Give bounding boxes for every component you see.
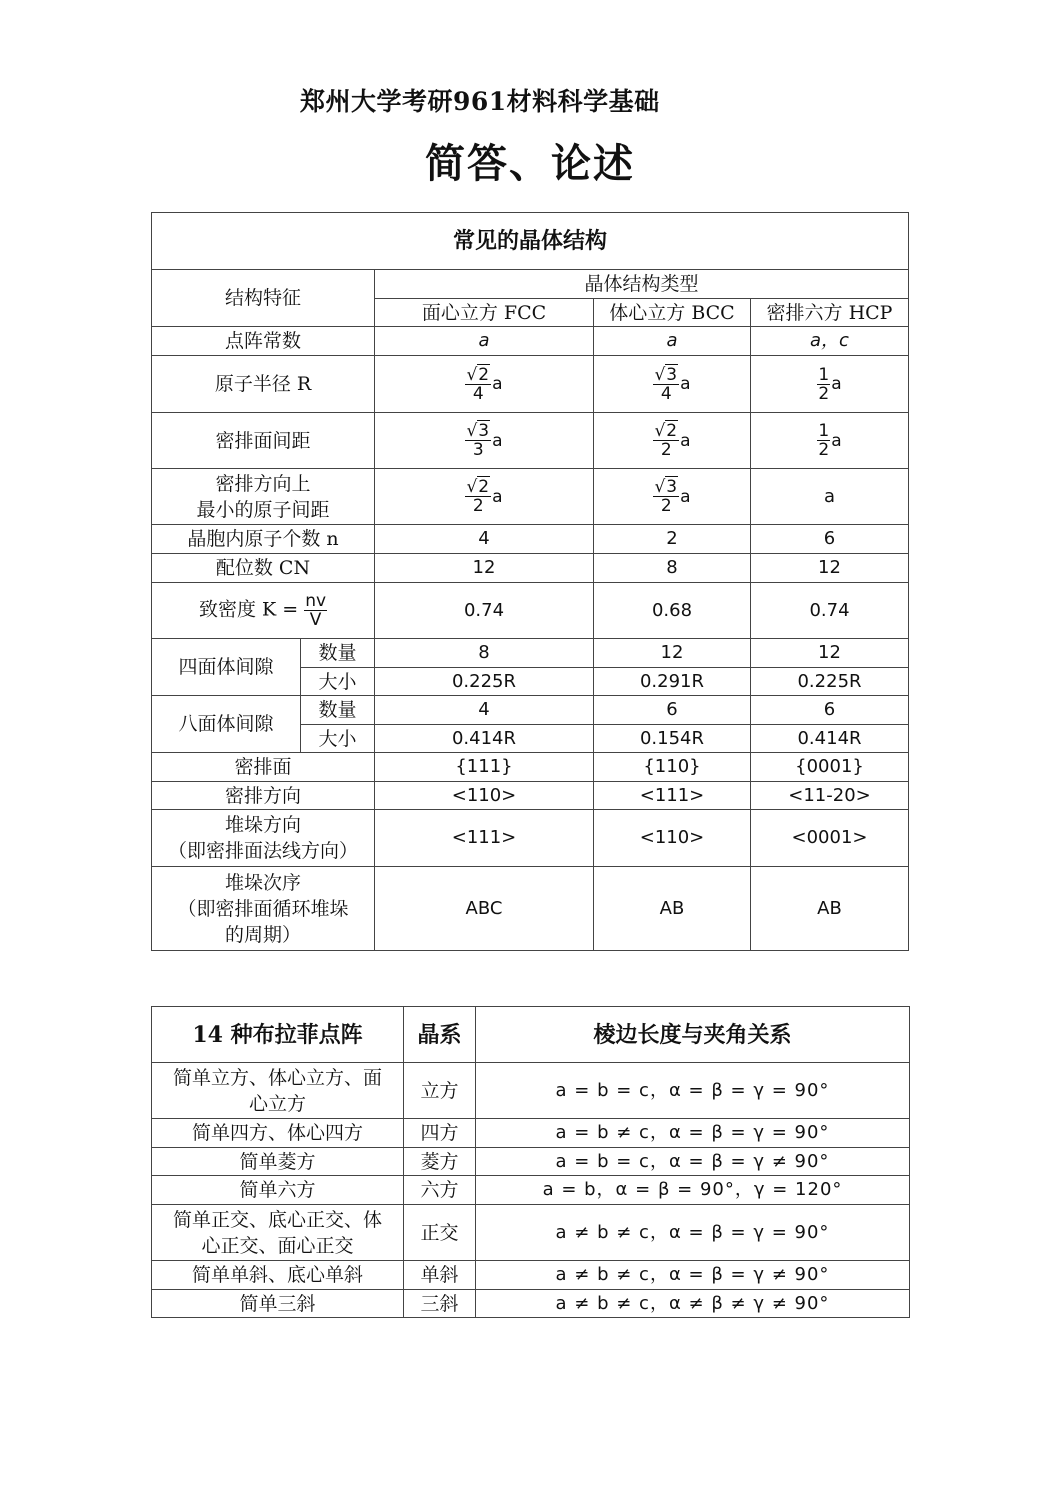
table-row xyxy=(152,1063,910,1119)
cell-value: a，c xyxy=(751,327,909,356)
row-label-line: （即密排面法线方向） xyxy=(167,840,358,862)
sub-label: 大小 xyxy=(301,725,375,753)
fraction-denominator: 3 xyxy=(472,440,484,460)
lattice-cell xyxy=(152,1063,404,1119)
system-cell: 三斜 xyxy=(404,1290,476,1318)
row-label: 原子半径 R xyxy=(152,356,375,413)
system-cell: 四方 xyxy=(404,1119,476,1148)
relation-cell: a ≠ b ≠ c，α ≠ β ≠ γ ≠ 90° xyxy=(476,1290,910,1318)
lattice-cell xyxy=(152,1205,404,1261)
fraction-numerator: nv xyxy=(305,591,327,611)
document-header: 郑州大学考研961材料科学基础 xyxy=(300,87,660,116)
fraction-denominator: 4 xyxy=(660,383,672,404)
cell-value: <110> xyxy=(594,810,751,867)
row-label: 配位数 CN xyxy=(152,554,375,583)
cell-value: <111> xyxy=(375,810,594,867)
cell-value: a xyxy=(375,327,594,356)
lattice-cell: 简单单斜、底心单斜 xyxy=(152,1261,404,1290)
cell-value: 6 xyxy=(751,696,909,725)
formula-variable: a xyxy=(680,374,691,394)
fraction-denominator: 2 xyxy=(472,496,484,516)
fraction-denominator: 2 xyxy=(660,440,672,460)
cell-value: 12 xyxy=(751,639,909,668)
cell-value: {0001} xyxy=(751,753,909,782)
cell-value: 0.414R xyxy=(751,725,909,753)
row-label: 八面体间隙 xyxy=(152,696,301,753)
sub-label: 数量 xyxy=(301,639,375,668)
cell-value: 6 xyxy=(594,696,751,725)
row-label-line: 密排方向上 xyxy=(215,472,311,495)
fraction-denominator: 2 xyxy=(818,440,830,460)
formula-variable: a xyxy=(492,430,503,451)
row-label-line: 堆垛方向 xyxy=(224,814,301,836)
crystal-structure-table xyxy=(151,212,909,951)
cell-value: 12 xyxy=(375,554,594,583)
lattice-line: 简单正交、底心正交、体 xyxy=(172,1208,382,1231)
cell-value: 0.154R xyxy=(594,725,751,753)
cell-value: 2 xyxy=(594,525,751,554)
fraction xyxy=(817,422,830,459)
fraction-denominator: 2 xyxy=(660,496,672,516)
cell-formula xyxy=(375,356,594,413)
cell-value: ABC xyxy=(375,867,594,951)
row-label: 密排方向 xyxy=(152,782,375,810)
system-header: 晶系 xyxy=(404,1007,476,1063)
cell-value: 8 xyxy=(375,639,594,668)
fraction xyxy=(304,592,327,629)
feature-header: 结构特征 xyxy=(152,270,375,327)
cell-value: 12 xyxy=(594,639,751,668)
cell-value: a xyxy=(751,469,909,525)
cell-value: AB xyxy=(594,867,751,951)
cell-value: <110> xyxy=(375,782,594,810)
sub-label: 大小 xyxy=(301,668,375,696)
fraction-numerator: 1 xyxy=(818,364,830,385)
fraction-numerator: 2 xyxy=(478,364,490,385)
fraction-numerator: 2 xyxy=(666,421,678,441)
page-title: 简答、论述 xyxy=(425,140,635,187)
type-header: 晶体结构类型 xyxy=(375,270,909,299)
cell-value: 4 xyxy=(375,525,594,554)
row-label-line: 的周期） xyxy=(224,923,301,946)
fraction: $\frac{√3}{2}$ xyxy=(654,477,678,516)
cell-formula xyxy=(594,356,751,413)
table-row xyxy=(152,1148,910,1176)
fraction-denominator: 2 xyxy=(818,383,830,404)
fraction-numerator: 3 xyxy=(666,477,678,497)
relation-cell: a = b，α = β = 90°，γ = 120° xyxy=(476,1176,910,1205)
system-cell: 立方 xyxy=(404,1063,476,1119)
row-label: 密排面间距 xyxy=(152,413,375,469)
cell-value: 6 xyxy=(751,525,909,554)
cell-value: 0.68 xyxy=(594,583,751,639)
table-caption: 常见的晶体结构 xyxy=(152,213,909,270)
lattice-header: 14 种布拉菲点阵 xyxy=(152,1007,404,1063)
relation-cell: a = b = c，α = β = γ = 90° xyxy=(476,1063,910,1119)
row-label: 晶胞内原子个数 n xyxy=(152,525,375,554)
formula-variable: a xyxy=(831,374,842,394)
formula-variable: a xyxy=(680,486,691,507)
system-cell: 六方 xyxy=(404,1176,476,1205)
relation-cell: a ≠ b ≠ c，α = β = γ ≠ 90° xyxy=(476,1261,910,1290)
table-row xyxy=(152,1176,910,1205)
fraction-numerator: 1 xyxy=(818,421,830,441)
table-row xyxy=(152,1119,910,1148)
sub-label: 数量 xyxy=(301,696,375,725)
density-label: 致密度 K = xyxy=(198,598,299,621)
cell-value: AB xyxy=(751,867,909,951)
fraction: $\frac{√3}{3}$ xyxy=(466,421,490,460)
cell-formula xyxy=(594,413,751,469)
fraction xyxy=(817,366,830,403)
cell-value: <111> xyxy=(594,782,751,810)
row-label: 四面体间隙 xyxy=(152,639,301,696)
fraction-numerator: 3 xyxy=(666,364,678,385)
table-row xyxy=(152,1290,910,1318)
cell-value: 0.414R xyxy=(375,725,594,753)
row-label xyxy=(152,867,375,951)
lattice-line: 简单立方、体心立方、面 xyxy=(172,1066,382,1089)
cell-value: 12 xyxy=(751,554,909,583)
cell-value: 0.74 xyxy=(375,583,594,639)
relation-cell: a = b = c，α = β = γ ≠ 90° xyxy=(476,1148,910,1176)
cell-value: 0.225R xyxy=(375,668,594,696)
formula-variable: a xyxy=(680,430,691,451)
fcc-header: 面心立方 FCC xyxy=(375,299,594,327)
table-row xyxy=(152,1261,910,1290)
row-label-line: 最小的原子间距 xyxy=(196,498,330,521)
formula-variable: a xyxy=(492,486,503,507)
row-label-line: （即密排面循环堆垛 xyxy=(177,897,349,920)
system-cell: 单斜 xyxy=(404,1261,476,1290)
fraction: $\frac{√2}{2}$ xyxy=(466,477,490,516)
row-label-line: 堆垛次序 xyxy=(224,871,301,894)
cell-value: 0.74 xyxy=(751,583,909,639)
cell-formula xyxy=(375,413,594,469)
relation-cell: a ≠ b ≠ c，α = β = γ = 90° xyxy=(476,1205,910,1261)
cell-value: a xyxy=(594,327,751,356)
cell-value: {110} xyxy=(594,753,751,782)
fraction-numerator: 2 xyxy=(478,477,490,497)
lattice-cell: 简单四方、体心四方 xyxy=(152,1119,404,1148)
row-label: 密排面 xyxy=(152,753,375,782)
bcc-header: 体心立方 BCC xyxy=(594,299,751,327)
lattice-cell: 简单菱方 xyxy=(152,1148,404,1176)
fraction-numerator: 3 xyxy=(478,421,490,441)
row-label xyxy=(152,583,375,639)
fraction: $\frac{√2}{2}$ xyxy=(654,421,678,460)
hcp-header: 密排六方 HCP xyxy=(751,299,909,327)
fraction: $\frac{√3}{4}$ xyxy=(654,364,678,404)
cell-value: 4 xyxy=(375,696,594,725)
cell-value: <11-20> xyxy=(751,782,909,810)
row-label: 点阵常数 xyxy=(152,327,375,356)
system-cell: 菱方 xyxy=(404,1148,476,1176)
fraction: $\frac{√2}{4}$ xyxy=(466,364,490,404)
cell-value: <0001> xyxy=(751,810,909,867)
cell-formula xyxy=(594,469,751,525)
system-cell: 正交 xyxy=(404,1205,476,1261)
fraction-denominator: 4 xyxy=(472,383,484,404)
cell-formula xyxy=(751,413,909,469)
table-row xyxy=(152,1205,910,1261)
formula-variable: a xyxy=(831,430,842,451)
row-label xyxy=(152,469,375,525)
cell-value: 8 xyxy=(594,554,751,583)
lattice-cell: 简单三斜 xyxy=(152,1290,404,1318)
relation-cell: a = b ≠ c，α = β = γ = 90° xyxy=(476,1119,910,1148)
lattice-cell: 简单六方 xyxy=(152,1176,404,1205)
row-label xyxy=(152,810,375,867)
cell-value: {111} xyxy=(375,753,594,782)
bravais-lattice-table xyxy=(151,1006,910,1318)
lattice-line: 心立方 xyxy=(248,1092,306,1115)
cell-formula xyxy=(751,356,909,413)
relation-header: 棱边长度与夹角关系 xyxy=(476,1007,910,1063)
formula-variable: a xyxy=(492,374,503,394)
cell-value: 0.291R xyxy=(594,668,751,696)
lattice-line: 心正交、面心正交 xyxy=(201,1234,354,1257)
fraction-denominator: V xyxy=(309,610,322,630)
cell-value: 0.225R xyxy=(751,668,909,696)
cell-formula xyxy=(375,469,594,525)
